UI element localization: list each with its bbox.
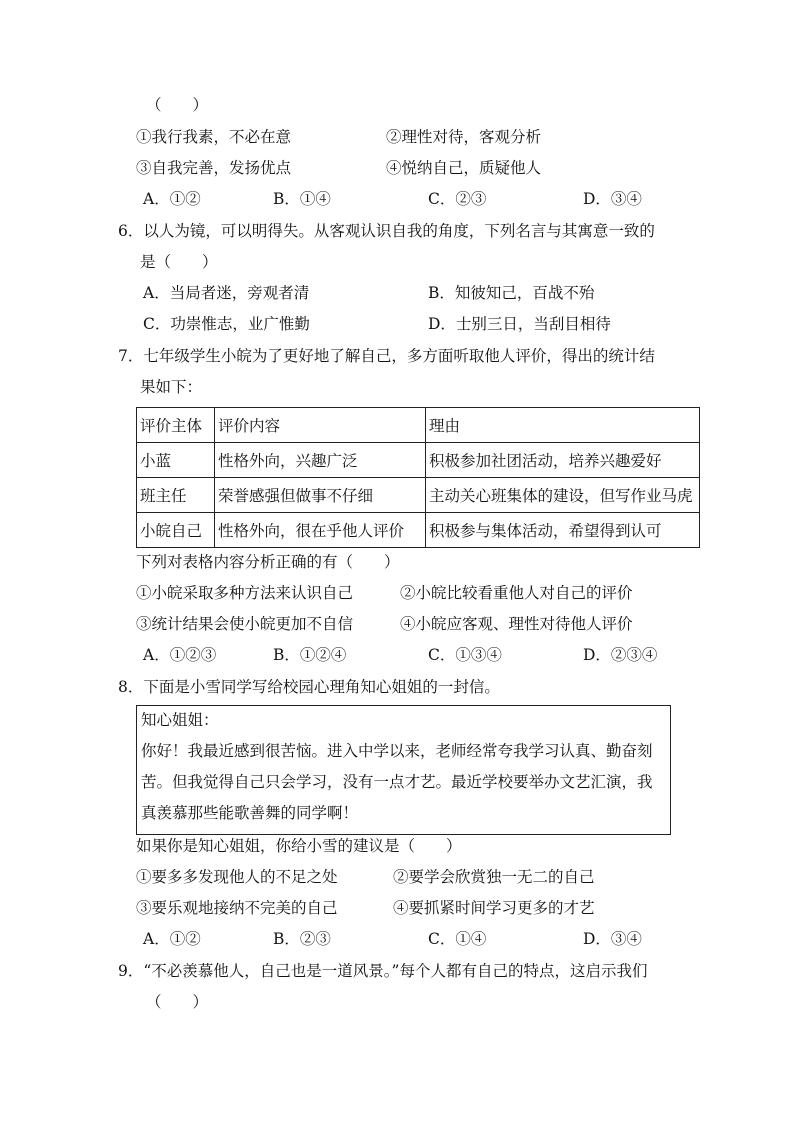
table-cell: 主动关心班集体的建设，但写作业马虎 [426,478,700,513]
table-header-cell: 评价内容 [215,408,426,443]
q7-option-a[interactable]: A．①②③ [143,646,217,664]
letter-greeting: 知心姐姐： [141,711,219,729]
evaluation-table [136,407,700,548]
q7-stem-line1: 7．七年级学生小皖为了更好地了解自己，多方面听取他人评价，得出的统计结 [118,347,655,365]
q9-answer-paren: （ ） [146,993,209,1011]
q8-option-d[interactable]: D．③④ [583,930,642,948]
q5-answer-paren: （ ） [146,96,209,114]
q8-statement-3: ③要乐观地接纳不完美的自己 [136,899,338,917]
q6-option-b[interactable]: B．知彼知己，百战不殆 [428,284,595,302]
q8-statement-2: ②要学会欣赏独一无二的自己 [393,868,595,886]
q5-statement-2: ②理性对待，客观分析 [386,128,542,146]
q8-statement-1: ①要多多发现他人的不足之处 [136,868,338,886]
q9-stem-line1: 9．“不必羡慕他人，自己也是一道风景。”每个人都有自己的特点，这启示我们 [118,962,648,980]
q8-option-c[interactable]: C．①④ [428,930,487,948]
table-cell: 积极参加社团活动，培养兴趣爱好 [426,443,700,478]
q7-question: 下列对表格内容分析正确的有（ ） [136,553,400,571]
table-cell: 小蓝 [137,443,215,478]
q8-statement-4: ④要抓紧时间学习更多的才艺 [393,899,595,917]
table-cell: 荣誉感强但做事不仔细 [215,478,426,513]
letter-line: 真羡慕那些能歌善舞的同学啊！ [141,804,359,822]
table-header-cell: 理由 [426,408,700,443]
letter-box [136,705,671,835]
q8-option-a[interactable]: A．①② [143,930,201,948]
q6-stem-line1: 6．以人为镜，可以明得失。从客观认识自我的角度，下列名言与其寓意一致的 [118,222,655,240]
q5-option-c[interactable]: C．②③ [428,190,487,208]
q8-option-b[interactable]: B．②③ [273,930,331,948]
table-row [137,478,700,513]
q7-statement-3: ③统计结果会使小皖更加不自信 [136,615,354,633]
table-header-row [137,408,700,443]
q7-statement-2: ②小皖比较看重他人对自己的评价 [400,584,633,602]
q6-option-a[interactable]: A．当局者迷，旁观者清 [143,284,310,302]
table-row [137,443,700,478]
table-header-cell: 评价主体 [137,408,215,443]
letter-line: 你好！我最近感到很苦恼。进入中学以来，老师经常夸我学习认真、勤奋刻 [141,742,653,760]
q5-statement-4: ④悦纳自己，质疑他人 [386,159,542,177]
table-cell: 性格外向，很在乎他人评价 [215,513,426,548]
q8-question: 如果你是知心姐姐，你给小雪的建议是（ ） [136,837,462,855]
letter-line: 苦。但我觉得自己只会学习，没有一点才艺。最近学校要举办文艺汇演，我 [141,773,653,791]
q7-stem-line2: 果如下： [140,378,203,396]
q5-statement-3: ③自我完善，发扬优点 [136,159,292,177]
q7-option-d[interactable]: D．②③④ [583,646,658,664]
q5-option-d[interactable]: D．③④ [583,190,642,208]
q6-stem-line2: 是（ ） [140,253,218,271]
table-row [137,513,700,548]
q8-stem-line1: 8．下面是小雪同学写给校园心理角知心姐姐的一封信。 [118,678,500,696]
q7-option-b[interactable]: B．①②④ [273,646,347,664]
q5-option-b[interactable]: B．①④ [273,190,331,208]
q7-statement-1: ①小皖采取多种方法来认识自己 [136,584,354,602]
table-cell: 小皖自己 [137,513,215,548]
table-cell: 积极参与集体活动，希望得到认可 [426,513,700,548]
table-cell: 班主任 [137,478,215,513]
q5-statement-1: ①我行我素，不必在意 [136,128,292,146]
q6-option-d[interactable]: D．士别三日，当刮目相待 [428,315,611,333]
table-cell: 性格外向，兴趣广泛 [215,443,426,478]
q7-statement-4: ④小皖应客观、理性对待他人评价 [400,615,633,633]
q7-option-c[interactable]: C．①③④ [428,646,502,664]
q6-option-c[interactable]: C．功崇惟志，业广惟勤 [143,315,310,333]
q5-option-a[interactable]: A．①② [143,190,201,208]
